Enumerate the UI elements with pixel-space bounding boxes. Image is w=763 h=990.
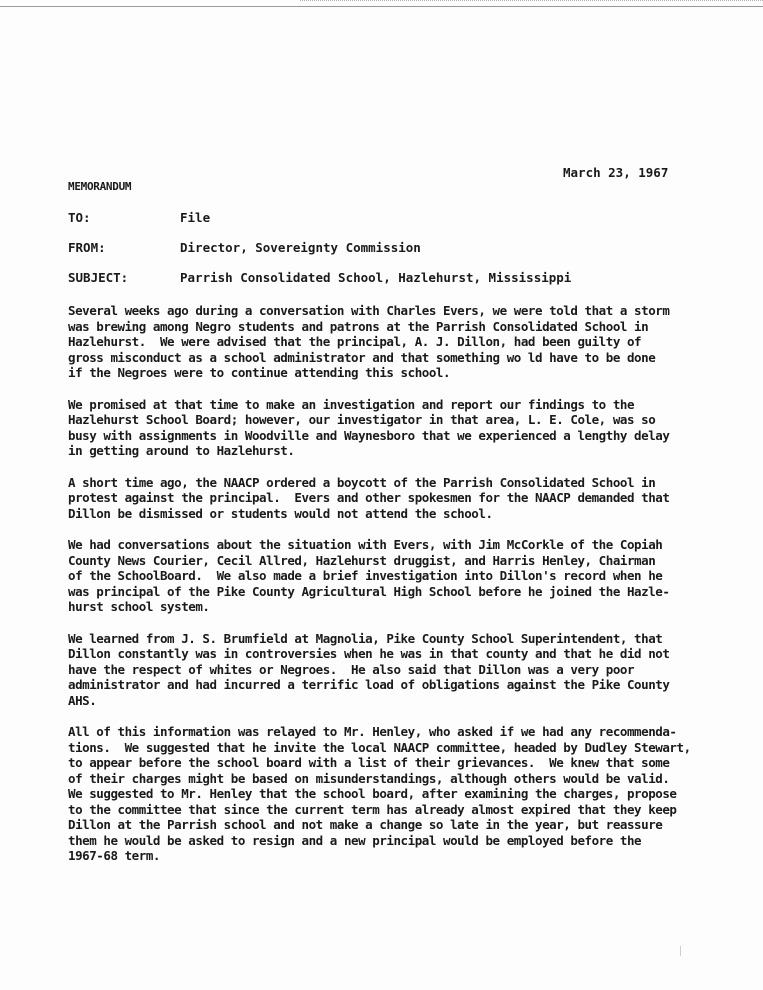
memo-line: have the respect of whites or Negroes. He also said that Dillon was a very poor — [68, 661, 635, 677]
memo-line: Hazlehurst. We were advised that the principal, A. J. Dillon, had been guilty of — [68, 334, 642, 349]
memo-paragraph — [68, 631, 736, 709]
memo-line: All of this information was relayed to Mr. Henley, who asked if we had any recommenda- — [68, 724, 677, 739]
memo-line: We had conversations about the situation with Evers, with Jim McCorkle of the Copiah — [68, 537, 663, 552]
memo-line: We learned from J. S. Brumfield at Magnolia, Pike County School Superintendent, that — [68, 630, 663, 646]
memo-body — [68, 303, 736, 880]
subject-value: Parrish Consolidated School, Hazlehurst, Mississippi — [180, 270, 572, 285]
memo-date: March 23, 1967 — [563, 165, 669, 180]
memo-paragraph — [68, 475, 736, 522]
memo-paragraph — [68, 724, 736, 864]
memo-line: We promised at that time to make an investigation and report our findings to the — [68, 396, 635, 412]
memo-line: hurst school system. — [68, 599, 210, 614]
memo-line: We suggested to Mr. Henley that the school board, after examining the charges, propose — [68, 786, 677, 801]
memo-line: to appear before the school board with a list of their grievances. We knew that some — [68, 755, 670, 770]
page-top-dotted-rule — [300, 0, 763, 5]
memo-line: Dillon be dismissed or students would not attend the school. — [68, 505, 493, 521]
memo-line: protest against the principal. Evers and other spokesmen for the NAACP demanded that — [68, 490, 670, 505]
memo-line: 1967-68 term. — [68, 848, 160, 863]
page-top-edge — [0, 6, 763, 7]
memo-line: administrator and had incurred a terrific load of obligations against the Pike County — [68, 677, 670, 692]
memo-line: AHS. — [68, 692, 97, 708]
from-value: Director, Sovereignty Commission — [180, 240, 421, 255]
memo-line: was brewing among Negro students and patrons at the Parrish Consolidated School in — [68, 318, 649, 334]
page-corner-mark — [680, 946, 681, 956]
memo-paragraph — [68, 397, 736, 459]
memo-line: tions. We suggested that he invite the local NAACP committee, headed by Dudley Stewart, — [68, 739, 691, 755]
from-label: FROM: — [68, 240, 106, 255]
memo-line: in getting around to Hazlehurst. — [68, 443, 295, 458]
memo-line: A short time ago, the NAACP ordered a boycott of the Parrish Consolidated School in — [68, 474, 656, 490]
memo-line: Dillon constantly was in controversies when he was in that county and that he did not — [68, 646, 670, 661]
memo-line: if the Negroes were to continue attending this school. — [68, 365, 451, 380]
memo-line: Hazlehurst School Board; however, our investigator in that area, L. E. Cole, was so — [68, 412, 656, 427]
memo-line: Several weeks ago during a conversation with Charles Evers, we were told that a storm — [68, 303, 670, 318]
subject-label: SUBJECT: — [68, 270, 129, 285]
memo-line: them he would be asked to resign and a new principal would be employed before the — [68, 832, 642, 848]
memo-line: of the SchoolBoard. We also made a brief investigation into Dillon's record when he — [68, 568, 663, 583]
memo-paragraph — [68, 303, 736, 381]
memo-line: was principal of the Pike County Agricultural High School before he joined the Hazle- — [68, 583, 670, 599]
memo-title: MEMORANDUM — [68, 180, 132, 193]
memo-line: to the committee that since the current term has already almost expired that they keep — [68, 801, 677, 817]
memo-line: Dillon at the Parrish school and not make a change so late in the year, but reassure — [68, 817, 663, 832]
to-label: TO: — [68, 210, 91, 225]
memo-line: gross misconduct as a school administrator and that something wo ld have to be done — [68, 349, 656, 365]
memo-line: of their charges might be based on misunderstandings, although others would be valid. — [68, 770, 670, 786]
memo-paragraph — [68, 537, 736, 615]
memo-line: busy with assignments in Woodville and Waynesboro that we experienced a lengthy delay — [68, 427, 670, 443]
to-value: File — [180, 210, 211, 225]
memo-line: County News Courier, Cecil Allred, Hazlehurst druggist, and Harris Henley, Chairman — [68, 552, 656, 568]
